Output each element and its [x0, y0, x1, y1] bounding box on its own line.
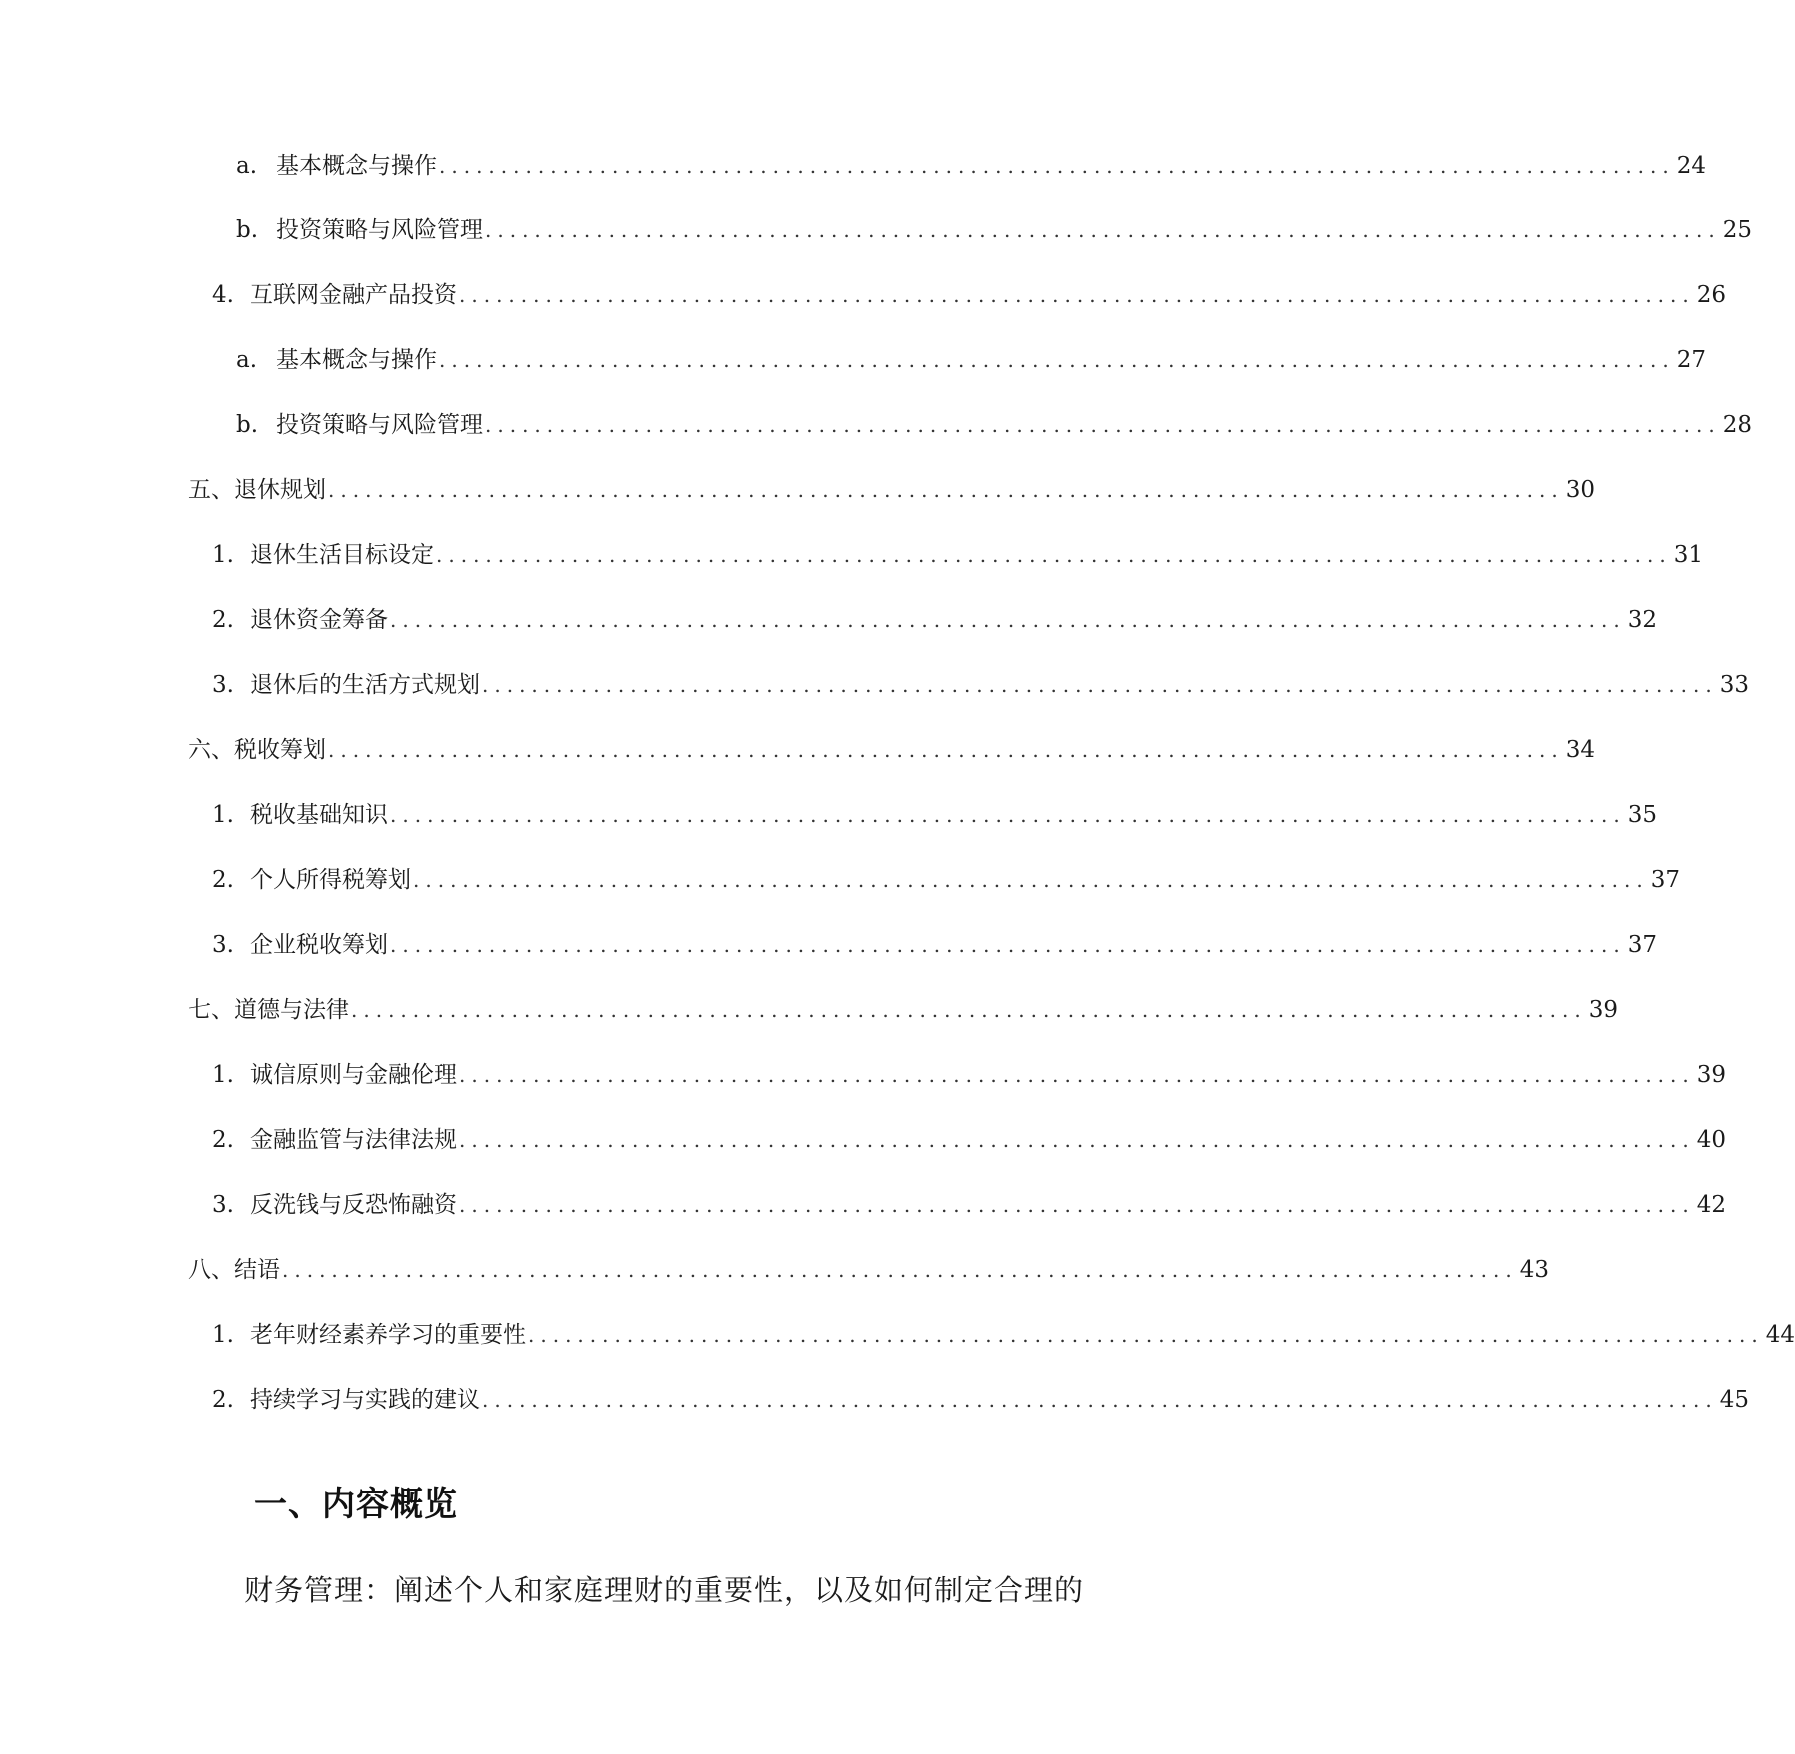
toc-leader-dots: .................................................................................................... [413, 868, 1649, 892]
toc-entry-number: b. [236, 412, 259, 438]
toc-entry-number: a. [236, 347, 258, 373]
toc-leader-dots: .................................................................................................... [351, 998, 1587, 1022]
toc-entry[interactable] [212, 925, 1658, 965]
section-heading: 一、内容概览 [254, 1484, 458, 1523]
toc-entry[interactable] [212, 275, 1727, 315]
toc-entry-number: 六、 [188, 737, 234, 763]
toc-leader-dots: .................................................................................................... [390, 933, 1626, 957]
toc-entry-number: 八、 [188, 1257, 234, 1283]
toc-leader-dots: .................................................................................................... [459, 283, 1695, 307]
toc-entry[interactable] [212, 1055, 1727, 1095]
toc-entry-title: 基本概念与操作 [276, 347, 437, 373]
toc-entry[interactable] [236, 340, 1707, 380]
toc-entry-page: 39 [1588, 997, 1619, 1023]
toc-leader-dots: .................................................................................................... [436, 543, 1672, 567]
toc-entry[interactable] [212, 860, 1681, 900]
toc-entry-page: 28 [1722, 412, 1753, 438]
toc-leader-dots: .................................................................................................... [459, 1193, 1695, 1217]
toc-entry-title: 金融监管与法律法规 [250, 1127, 457, 1153]
toc-entry-title: 退休规划 [234, 477, 326, 503]
toc-entry-number: 3. [212, 1192, 234, 1218]
toc-entry-title: 投资策略与风险管理 [276, 412, 483, 438]
toc-entry-page: 37 [1627, 932, 1658, 958]
toc-entry[interactable] [212, 600, 1658, 640]
toc-entry-title: 退休生活目标设定 [250, 542, 434, 568]
toc-entry[interactable] [188, 470, 1596, 510]
toc-entry[interactable] [212, 535, 1704, 575]
toc-entry-title: 基本概念与操作 [276, 153, 437, 179]
toc-entry-number: 1. [212, 542, 234, 568]
toc-leader-dots: .................................................................................................... [482, 673, 1718, 697]
toc-entry[interactable] [188, 990, 1619, 1030]
toc-entry-title: 互联网金融产品投资 [250, 282, 457, 308]
toc-entry-page: 45 [1719, 1387, 1750, 1413]
toc-leader-dots: .................................................................................................... [328, 478, 1564, 502]
toc-entry-page: 24 [1676, 153, 1707, 179]
toc-leader-dots: .................................................................................................... [485, 413, 1721, 437]
toc-entry-number: a. [236, 153, 258, 179]
toc-entry-page: 26 [1696, 282, 1727, 308]
toc-entry-page: 30 [1565, 477, 1596, 503]
toc-entry-number: b. [236, 217, 259, 243]
toc-entry-page: 35 [1627, 802, 1658, 828]
toc-entry-title: 诚信原则与金融伦理 [250, 1062, 457, 1088]
toc-leader-dots: .................................................................................................... [390, 803, 1626, 827]
toc-entry[interactable] [236, 146, 1707, 186]
toc-entry-page: 25 [1722, 217, 1753, 243]
toc-entry-title: 投资策略与风险管理 [276, 217, 483, 243]
toc-leader-dots: .................................................................................................... [328, 738, 1564, 762]
toc-entry-title: 退休资金筹备 [250, 607, 388, 633]
toc-entry-number: 1. [212, 1322, 234, 1348]
toc-entry-title: 持续学习与实践的建议 [250, 1387, 480, 1413]
toc-entry[interactable] [236, 210, 1753, 250]
toc-entry-page: 32 [1627, 607, 1658, 633]
toc-entry-page: 39 [1696, 1062, 1727, 1088]
toc-entry-title: 税收筹划 [234, 737, 326, 763]
toc-entry-title: 结语 [234, 1257, 280, 1283]
toc-entry-title: 退休后的生活方式规划 [250, 672, 480, 698]
toc-entry-page: 44 [1765, 1322, 1795, 1348]
toc-entry-number: 1. [212, 1062, 234, 1088]
toc-entry-page: 27 [1676, 347, 1707, 373]
toc-entry[interactable] [212, 1315, 1795, 1355]
toc-entry[interactable] [212, 1120, 1727, 1160]
toc-entry-number: 五、 [188, 477, 234, 503]
toc-entry-title: 企业税收筹划 [250, 932, 388, 958]
toc-entry[interactable] [236, 405, 1753, 445]
toc-entry-title: 道德与法律 [234, 997, 349, 1023]
toc-entry-page: 43 [1519, 1257, 1550, 1283]
toc-entry-title: 老年财经素养学习的重要性 [250, 1322, 526, 1348]
toc-entry[interactable] [212, 1185, 1727, 1225]
toc-leader-dots: .................................................................................................... [485, 218, 1721, 242]
toc-entry[interactable] [212, 1380, 1750, 1420]
toc-entry-title: 反洗钱与反恐怖融资 [250, 1192, 457, 1218]
toc-entry-number: 七、 [188, 997, 234, 1023]
toc-entry-page: 40 [1696, 1127, 1727, 1153]
toc-entry-number: 2. [212, 1387, 234, 1413]
toc-entry[interactable] [188, 730, 1596, 770]
toc-entry-page: 37 [1650, 867, 1681, 893]
toc-entry-page: 34 [1565, 737, 1596, 763]
toc-leader-dots: .................................................................................................... [528, 1323, 1764, 1347]
toc-entry[interactable] [212, 665, 1750, 705]
toc-entry-number: 2. [212, 867, 234, 893]
toc-entry-number: 3. [212, 932, 234, 958]
toc-leader-dots: .................................................................................................... [459, 1063, 1695, 1087]
body-paragraph: 财务管理：阐述个人和家庭理财的重要性，以及如何制定合理的 [244, 1573, 1085, 1607]
toc-leader-dots: .................................................................................................... [439, 154, 1675, 178]
toc-leader-dots: .................................................................................................... [390, 608, 1626, 632]
toc-entry-number: 3. [212, 672, 234, 698]
toc-leader-dots: .................................................................................................... [459, 1128, 1695, 1152]
toc-leader-dots: .................................................................................................... [282, 1258, 1518, 1282]
toc-entry-number: 1. [212, 802, 234, 828]
toc-entry-number: 2. [212, 607, 234, 633]
toc-entry-title: 税收基础知识 [250, 802, 388, 828]
toc-entry[interactable] [188, 1250, 1550, 1290]
toc-entry[interactable] [212, 795, 1658, 835]
toc-entry-page: 33 [1719, 672, 1750, 698]
toc-entry-page: 42 [1696, 1192, 1727, 1218]
toc-entry-page: 31 [1673, 542, 1704, 568]
toc-leader-dots: .................................................................................................... [439, 348, 1675, 372]
toc-leader-dots: .................................................................................................... [482, 1388, 1718, 1412]
toc-entry-number: 4. [212, 282, 234, 308]
toc-entry-number: 2. [212, 1127, 234, 1153]
toc-entry-title: 个人所得税筹划 [250, 867, 411, 893]
